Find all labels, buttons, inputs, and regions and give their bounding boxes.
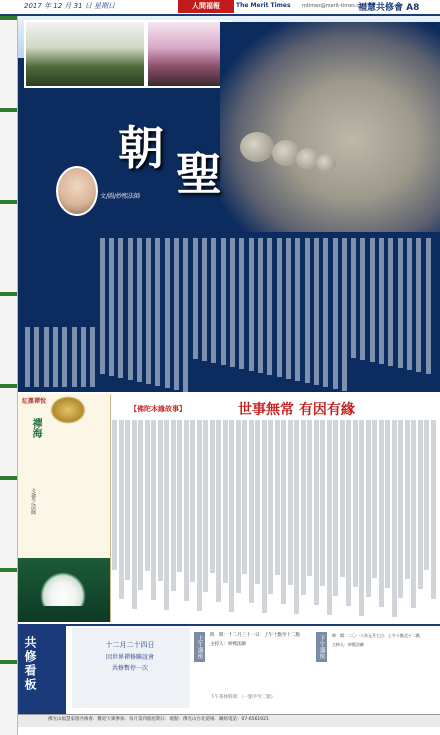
- story-text-line: [431, 420, 436, 599]
- text-column-line: [351, 238, 356, 358]
- story-text-line: [203, 420, 208, 592]
- story-text-line: [281, 420, 286, 604]
- text-column-line: [379, 238, 384, 364]
- story-text-line: [301, 420, 306, 595]
- text-column-line: [25, 327, 30, 387]
- text-column-line: [295, 238, 300, 381]
- lecture-label-2: 下午講座: [316, 632, 327, 662]
- text-column: [322, 232, 329, 392]
- text-column-line: [286, 238, 291, 379]
- text-column: [89, 232, 96, 392]
- break-time-note: 下午茶休時間：（一點半至二點）: [210, 695, 276, 700]
- story-text-line: [125, 420, 130, 580]
- story-text-line: [327, 420, 332, 615]
- story-headline: 世事無常 有因有緣: [238, 402, 355, 418]
- story-text-line: [236, 420, 241, 593]
- section-title: 福慧共修會 A8: [358, 3, 420, 13]
- story-text-line: [242, 420, 247, 574]
- text-column: [406, 232, 413, 392]
- notice-line-3: 共修暫停一次: [111, 665, 148, 672]
- text-column-line: [221, 238, 226, 365]
- text-column: [294, 232, 301, 392]
- lecture-label-1: 上午講座: [194, 632, 205, 662]
- text-column-line: [426, 238, 431, 374]
- text-column-line: [193, 238, 198, 359]
- text-column-line: [239, 238, 244, 369]
- story-text-line: [353, 420, 358, 587]
- buddha-foot-image: [220, 22, 440, 237]
- stock-index-strip: [0, 16, 18, 735]
- text-column-line: [305, 238, 310, 383]
- story-text-line: [262, 420, 267, 613]
- text-column: [127, 232, 134, 392]
- text-column-line: [90, 327, 95, 387]
- contact-email: mtimes@merit-times.com.tw: [302, 3, 375, 9]
- story-text-line: [229, 420, 234, 612]
- story-text-line: [158, 420, 163, 581]
- story-text-columns: [112, 420, 440, 622]
- text-column: [43, 232, 50, 392]
- text-column-line: [258, 238, 263, 373]
- text-column: [313, 232, 320, 392]
- text-column: [415, 232, 422, 392]
- text-column: [210, 232, 217, 392]
- text-column: [33, 232, 40, 392]
- event-host-2: 主持人：妙熙法師: [332, 642, 364, 647]
- story-text-line: [307, 420, 312, 576]
- text-column-line: [277, 238, 282, 377]
- issue-date: 2017 年 12 月 31 日 星期日: [24, 2, 115, 10]
- toe-shape: [240, 132, 274, 162]
- text-column: [350, 232, 357, 392]
- event-time-1: 時 間：十二月三十一日．上午十點至十二點: [210, 633, 300, 638]
- text-column: [154, 232, 161, 392]
- poem-column-tag: 紅塵禪悅: [22, 398, 47, 405]
- text-column-line: [165, 238, 170, 388]
- text-column-line: [314, 238, 319, 385]
- text-column-line: [333, 238, 338, 389]
- story-text-line: [171, 420, 176, 591]
- text-column: [238, 232, 245, 392]
- text-column-line: [146, 238, 151, 384]
- story-text-line: [184, 420, 189, 601]
- text-column: [341, 232, 348, 392]
- text-column: [248, 232, 255, 392]
- text-column-line: [407, 238, 412, 370]
- toe-shape: [316, 154, 336, 172]
- text-column: [229, 232, 236, 392]
- story-text-line: [372, 420, 377, 578]
- text-column: [145, 232, 152, 392]
- story-text-line: [405, 420, 410, 579]
- story-text-line: [138, 420, 143, 590]
- notice-line-1: 十二月二十四日: [105, 641, 155, 649]
- text-column: [24, 232, 31, 392]
- text-column-line: [323, 238, 328, 387]
- text-column: [387, 232, 394, 392]
- story-text-line: [197, 420, 202, 611]
- story-text-line: [210, 420, 215, 573]
- story-text-line: [190, 420, 195, 582]
- text-column: [52, 232, 59, 392]
- text-column-line: [202, 238, 207, 361]
- text-column: [80, 232, 87, 392]
- text-column: [192, 232, 199, 392]
- page-header: [0, 0, 440, 16]
- text-column: [359, 232, 366, 392]
- text-column-line: [388, 238, 393, 366]
- text-column: [99, 232, 106, 392]
- text-column: [378, 232, 385, 392]
- text-column-line: [62, 327, 67, 387]
- text-column: [425, 232, 432, 392]
- notice-line-2: 因世界禪修聯誼會: [105, 654, 154, 661]
- text-column: [369, 232, 376, 392]
- author-byline: 文/圖/妙熙法師: [100, 193, 141, 200]
- text-column-line: [128, 238, 133, 380]
- text-column-line: [267, 238, 272, 375]
- story-text-line: [288, 420, 293, 585]
- text-column: [285, 232, 292, 392]
- text-column: [332, 232, 339, 392]
- story-text-line: [418, 420, 423, 589]
- text-column-line: [416, 238, 421, 372]
- poem-author: 文/覺之法師: [30, 488, 36, 515]
- text-column-line: [137, 238, 142, 382]
- story-text-line: [366, 420, 371, 597]
- story-column-tag: 【佛陀本緣故事】: [130, 405, 186, 413]
- text-column: [304, 232, 311, 392]
- text-column: [173, 232, 180, 392]
- story-text-line: [359, 420, 364, 616]
- text-column-line: [230, 238, 235, 367]
- strip-row: [0, 692, 17, 696]
- story-text-line: [145, 420, 150, 571]
- text-column-line: [360, 238, 365, 360]
- story-text-line: [216, 420, 221, 602]
- text-column-line: [81, 327, 86, 387]
- story-text-line: [424, 420, 429, 570]
- story-text-line: [223, 420, 228, 583]
- lotus-flower-image: [40, 572, 86, 606]
- text-column: [71, 232, 78, 392]
- text-column-line: [342, 238, 347, 391]
- text-column-line: [109, 238, 114, 376]
- text-column: [257, 232, 264, 392]
- text-column: [136, 232, 143, 392]
- hero-title-char-1: 朝: [118, 121, 164, 175]
- story-text-line: [320, 420, 325, 586]
- text-column: [164, 232, 171, 392]
- story-text-line: [255, 420, 260, 584]
- story-text-line: [385, 420, 390, 588]
- text-column-line: [53, 327, 58, 387]
- story-text-line: [294, 420, 299, 614]
- event-time-2: 時 間：二〇一八年元月七日．上午十點至十二點: [332, 633, 420, 638]
- text-column-line: [398, 238, 403, 368]
- poem-title: 禪海: [30, 418, 41, 438]
- story-text-line: [268, 420, 273, 594]
- footer-info: 佛光山福慧家園共修會．歡迎大眾參加．每月第四個星期日．地點：佛光山台北道場．聯絡電話：07-6561921: [48, 717, 269, 722]
- event-host-1: 主持人：妙熙法師: [210, 642, 246, 647]
- story-text-line: [346, 420, 351, 606]
- text-column-line: [72, 327, 77, 387]
- text-column: [397, 232, 404, 392]
- text-column: [220, 232, 227, 392]
- hero-title-char-2: 聖: [176, 147, 222, 201]
- text-column: [266, 232, 273, 392]
- story-text-line: [164, 420, 169, 610]
- text-column-line: [44, 327, 49, 387]
- story-text-line: [119, 420, 124, 599]
- newspaper-logo: 人間福報: [178, 0, 234, 13]
- story-text-line: [177, 420, 182, 572]
- text-column-line: [34, 327, 39, 387]
- text-column-line: [155, 238, 160, 386]
- text-column-line: [174, 238, 179, 390]
- story-text-line: [249, 420, 254, 603]
- text-column: [201, 232, 208, 392]
- text-column-line: [118, 238, 123, 378]
- text-column-line: [100, 238, 105, 374]
- story-text-line: [132, 420, 137, 609]
- story-text-line: [333, 420, 338, 596]
- author-avatar: [56, 166, 98, 216]
- temple-photo: [24, 20, 146, 88]
- text-column: [276, 232, 283, 392]
- story-text-line: [112, 420, 117, 570]
- text-column: [182, 232, 189, 392]
- story-text-line: [411, 420, 416, 608]
- story-text-line: [379, 420, 384, 607]
- text-column-line: [183, 238, 188, 392]
- story-text-line: [151, 420, 156, 600]
- events-board-title: 共修看板: [23, 636, 37, 692]
- text-column: [108, 232, 115, 392]
- story-text-line: [314, 420, 319, 605]
- text-column: [61, 232, 68, 392]
- story-text-line: [398, 420, 403, 598]
- story-text-line: [275, 420, 280, 575]
- crane-illustration: [50, 396, 86, 424]
- text-column-line: [211, 238, 216, 363]
- newspaper-logo-en: The Merit Times: [236, 2, 291, 9]
- story-text-line: [392, 420, 397, 617]
- text-column-line: [249, 238, 254, 371]
- story-text-line: [340, 420, 345, 577]
- article-body-dark: [18, 232, 440, 392]
- text-column: [117, 232, 124, 392]
- text-column-line: [370, 238, 375, 362]
